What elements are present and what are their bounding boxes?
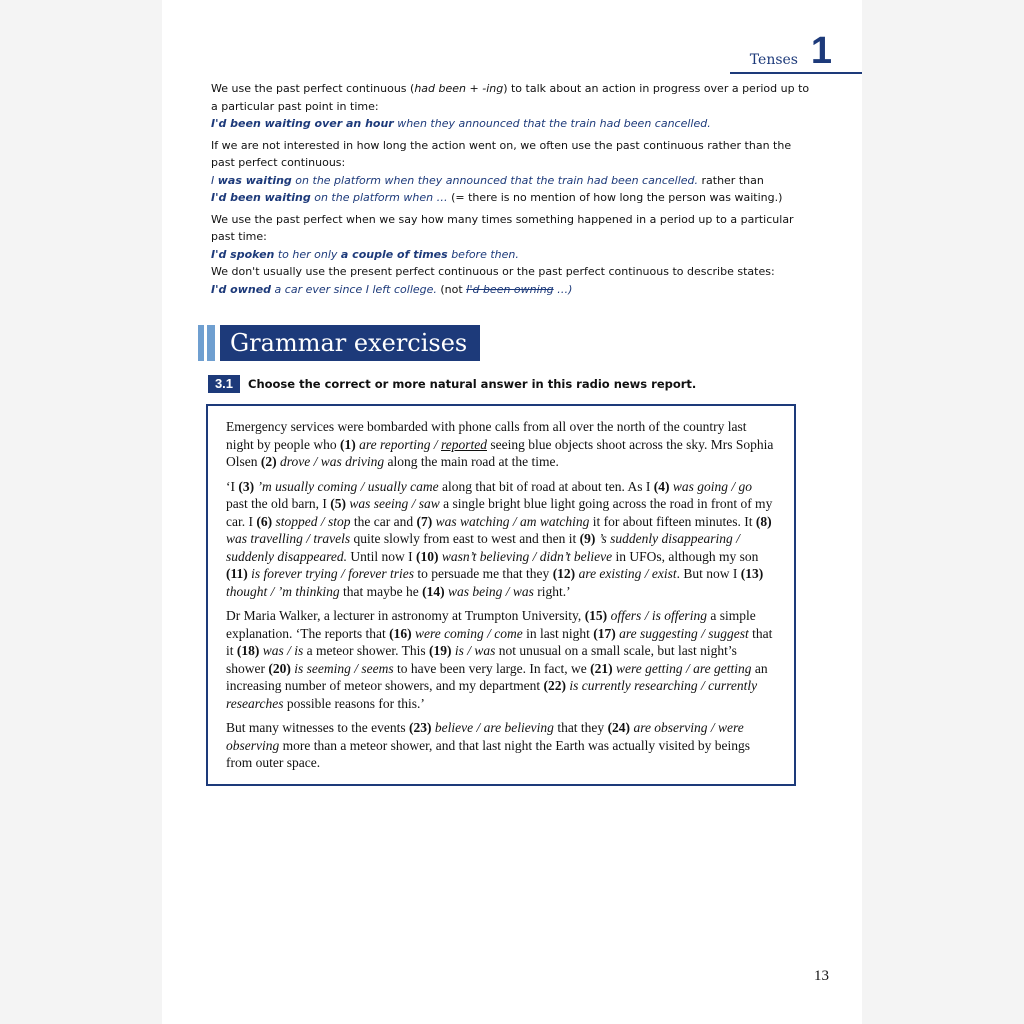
header-rule: [730, 72, 862, 74]
report-paragraph: Emergency services were bombarded with phone calls from all over the north of the country last night by people who (1) are reporting / reported seeing blue objects shoot across the sky. Mrs Sophia Olsen (2) drove / was driving along the main road at the time.: [226, 419, 774, 469]
unit-number: 1: [810, 30, 832, 72]
section-banner: [198, 325, 480, 361]
exercise-number: 3.1: [208, 375, 240, 393]
unit-title: Tenses: [749, 52, 798, 68]
grammar-notes: [211, 80, 811, 298]
example-sentence: I was waiting on the platform when they announced that the train had been cancelled. rather than: [211, 173, 764, 187]
report-paragraph: But many witnesses to the events (23) believe / are believing that they (24) are observing / were observing more than a meteor shower, and that last night the Earth was actually visited by beings from outer space.: [226, 720, 750, 770]
section-title: Grammar exercises: [220, 325, 480, 361]
example-sentence: I'd been waiting on the platform when … (= there is no mention of how long the person was waiting.): [211, 191, 783, 204]
page: [162, 0, 862, 1024]
note-paragraph: We don't usually use the present perfect continuous or the past perfect continuous to describe states:: [211, 265, 775, 278]
note-paragraph: If we are not interested in how long the action went on, we often use the past continuous rather than the past perfect continuous:: [211, 138, 792, 169]
example-sentence: I'd been waiting over an hour when they announced that the train had been cancelled.: [211, 117, 711, 130]
note-paragraph: We use the past perfect continuous (had been + -ing) to talk about an action in progress over a period up to a particular past point in time:: [211, 82, 810, 113]
banner-accent-bar: [207, 325, 215, 361]
example-sentence: I'd spoken to her only a couple of times before then.: [211, 247, 519, 261]
banner-accent-bar: [198, 325, 204, 361]
unit-header: [730, 30, 862, 76]
example-sentence: I'd owned a car ever since I left college. (not I'd been owning …): [211, 282, 573, 296]
report-paragraph: Dr Maria Walker, a lecturer in astronomy at Trumpton University, (15) offers / is offering a simple explanation. ‘The reports that (16) were coming / come in last night (17) are suggesting / suggest that it (18) was / is a meteor shower. This (19) is / was not unusual on a small scale, but last night’s shower (20) is seeming / seems to have been very large. In fact, we (21) were getting / are getting an increasing number of meteor showers, and my department (22) is currently researching / currently researches possible reasons for this.’: [226, 608, 773, 711]
page-number: 13: [814, 968, 829, 984]
note-paragraph: We use the past perfect when we say how many times something happened in a period up to a particular past time:: [211, 212, 794, 243]
exercise-text-box: [206, 404, 796, 786]
report-paragraph: ‘I (3) ’m usually coming / usually came along that bit of road at about ten. As I (4) was going / go past the old barn, I (5) was seeing / saw a single bright blue light going across the road in front of my car. I (6) stopped / stop the car and (7) was watching / am watching it for about fifteen minutes. It (8) was travelling / travels quite slowly from east to west and then it (9) ’s suddenly disappearing / suddenly disappeared. Until now I (10) wasn’t believing / didn’t believe in UFOs, although my son (11) is forever trying / forever tries to persuade me that they (12) are existing / exist. But now I (13) thought / ’m thinking that maybe he (14) was being / was right.’: [226, 478, 773, 599]
exercise-header: [208, 375, 808, 393]
exercise-instruction: Choose the correct or more natural answer in this radio news report.: [248, 377, 697, 391]
